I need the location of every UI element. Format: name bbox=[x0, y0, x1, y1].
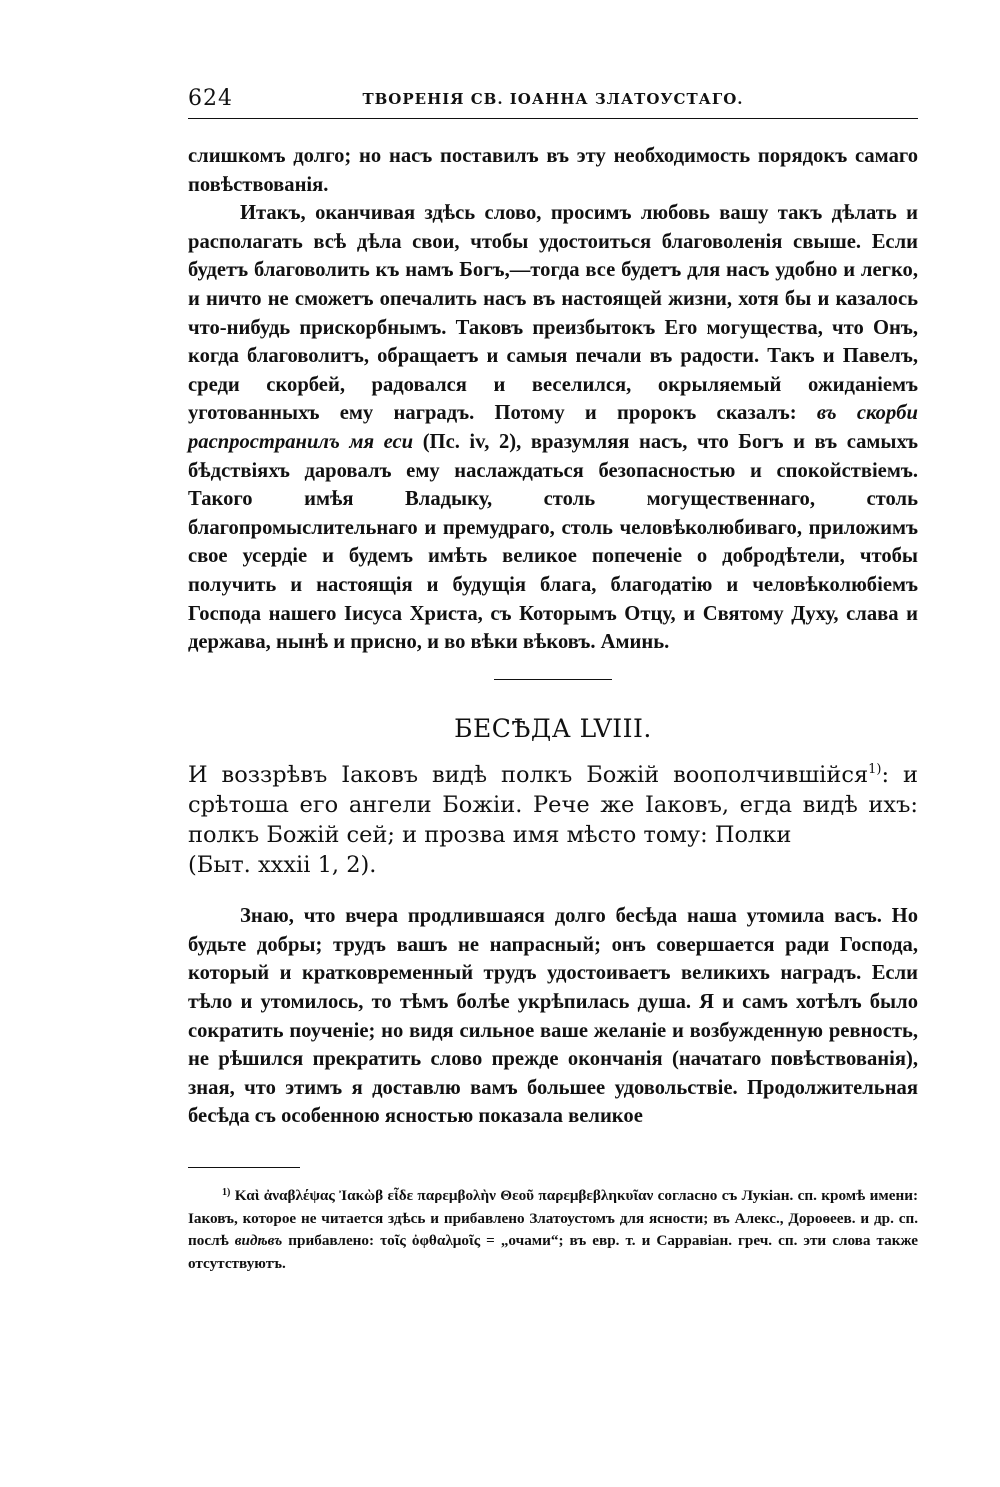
footnote-reference[interactable]: 1) bbox=[868, 761, 882, 777]
page-header bbox=[188, 86, 918, 116]
footnote-greek: τοῖς ὀφθαλμοῖς bbox=[380, 1232, 481, 1250]
footnote-marker: 1) bbox=[222, 1186, 231, 1198]
homily-title: БЕСѢДА LVIII. bbox=[454, 713, 652, 743]
epigraph-text: : и срѣтоша его ангели Божіи. Рече же Іаковъ, егда видѣ ихъ: полкъ Божій сей; и прозва имя мѣсто тому: Полки bbox=[188, 761, 918, 848]
epigraph bbox=[188, 755, 918, 880]
epigraph-text: И воззрѣвъ Іаковъ видѣ полкъ Божій воополчившійся bbox=[188, 761, 869, 788]
paragraph-text: (Пс. iv, 2), вразумляя насъ, что Богъ и въ самыхъ бѣдствіяхъ даровалъ ему наслаждаться безопасностью и спокойствіемъ. Такого имѣя Владыку, столь могущественнаго, столь благопромыслительнаго и премудраго, столь человѣколюбиваго, приложимъ свое усердіе и будемъ имѣть великое попеченіе о добродѣтели, чтобы получить и настоящія и будущія блага, благодатію и человѣколюбіемъ Господа нашего Іисуса Христа, съ Которымъ Отцу, и Святому Духу, слава и держава, нынѣ и присно, и во вѣки вѣковъ. Аминь. bbox=[188, 430, 919, 654]
footnote-text: согласно съ Лукіан. сп. кромѣ имени: Іаковъ, которое не читается здѣсь и прибавлено Златоустомъ для ясности; въ Алекс., Дороѳеев. и др. сп. послѣ bbox=[188, 1186, 919, 1250]
running-title: ТВОРЕНІЯ СВ. ІОАННА ЗЛАТОУСТАГО. bbox=[362, 90, 744, 108]
footnote-text: = „очами“; въ евр. т. и Сарравіан. греч. сп. эти слова также отсутствуютъ. bbox=[188, 1232, 919, 1272]
footnote-text: прибавлено: bbox=[288, 1232, 375, 1250]
scripture-quote: въ скорби распространилъ мя еси bbox=[188, 402, 918, 453]
footnote bbox=[188, 1182, 918, 1275]
page-number: 624 bbox=[188, 86, 233, 111]
page bbox=[188, 86, 918, 1291]
paragraph bbox=[188, 199, 918, 657]
section-divider bbox=[494, 679, 612, 680]
footnote-italic-word: видѣвъ bbox=[234, 1232, 283, 1250]
paragraph-text: Итакъ, оканчивая здѣсь слово, просимъ любовь вашу такъ дѣлать и располагать всѣ дѣла свои, чтобы удостоиться благоволенія свыше. Если будетъ благоволить къ намъ Богъ,—тогда все будетъ для насъ удобно и легко, и ничто не сможетъ опечалить насъ въ настоящей жизни, хотя бы и казалось что-нибудь прискорбнымъ. Таковъ преизбытокъ Его могущества, что Онъ, когда благоволитъ, обращаетъ и самыя печали въ радости. Такъ и Павелъ, среди скорбей, радовался и веселился, окрыляемый ожиданіемъ уготованныхъ ему наградъ. Потому и пророкъ сказалъ: bbox=[188, 202, 918, 425]
epigraph-reference: (Быт. xxxii 1, 2). bbox=[188, 851, 377, 878]
footnote-rule bbox=[188, 1167, 300, 1168]
paragraph: слишкомъ долго; но насъ поставилъ въ эту необходимость порядокъ самаго повѣствованія. bbox=[188, 145, 918, 196]
paragraph: Знаю, что вчера продлившаяся долго бесѣда наша утомила васъ. Но будьте добры; трудъ вашъ не напрасный; онъ совершается ради Господа, который и кратковременный трудъ удостоиваетъ великихъ наградъ. Если тѣло и утомилось, то тѣмъ болѣе укрѣпилась душа. Я и самъ хотѣлъ было сократить поученіе; но видя сильное ваше желаніе и возбужденную ревность, не рѣшился прекратить слово прежде окончанія (начатаго повѣствованія), зная, что этимъ я доставлю вамъ большее удовольствіе. Продолжительная бесѣда съ особенною ясностью показала великое bbox=[188, 905, 918, 1128]
header-rule bbox=[188, 118, 918, 119]
footnote-greek: Καὶ ἀναβλέψας Ἰακὼβ εἶδε παρεμβολὴν Θεοῦ παρεμβεβληκυῖαν bbox=[234, 1186, 654, 1204]
